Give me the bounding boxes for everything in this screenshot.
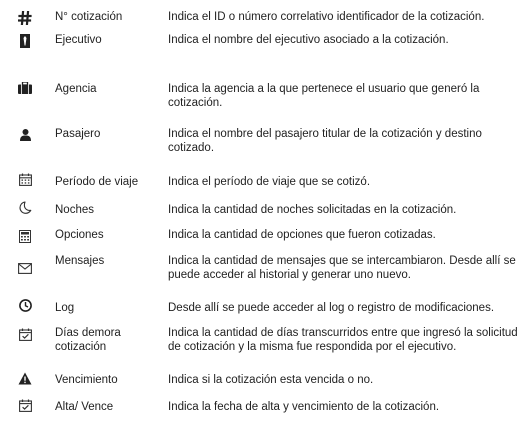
row-label: Vencimiento (55, 374, 118, 386)
row-label: Log (55, 302, 75, 314)
moon-icon (16, 199, 34, 215)
user-icon (16, 127, 34, 143)
executive-tie-icon (16, 33, 34, 49)
clock-icon (16, 297, 34, 313)
row-description: Indica el nombre del ejecutivo asociado a la cotización. (168, 34, 449, 46)
briefcase-icon (16, 80, 34, 96)
row-description: Indica la agencia a la que pertenece el usuario que generó la cotización. (168, 83, 480, 109)
row-description: Indica la cantidad de noches solicitadas en la cotización. (168, 204, 457, 216)
row-description: Indica la cantidad de opciones que fueron cotizadas. (168, 229, 436, 241)
hash-icon (16, 10, 34, 26)
row-label: Alta/ Vence (55, 401, 114, 413)
calculator-icon (16, 228, 34, 244)
row-label: Opciones (55, 229, 104, 241)
row-label: Agencia (55, 83, 97, 95)
warning-icon (16, 370, 34, 386)
row-description: Indica el período de viaje que se cotizó. (168, 176, 371, 188)
calendar-check-icon (16, 326, 34, 342)
row-description: Indica la cantidad de mensajes que se intercambiaron. Desde allí se puede acceder al historial y generar uno nuevo. (168, 255, 516, 281)
row-description: Indica la cantidad de días transcurridos entre que ingresó la solicitud de cotización y la misma fue respondida por el ejecutivo. (168, 327, 518, 353)
row-label: Días demora cotización (55, 327, 121, 353)
calendar-check-icon (16, 397, 34, 413)
row-description: Indica la fecha de alta y vencimiento de la cotización. (168, 401, 440, 413)
calendar-icon (16, 171, 34, 187)
row-description: Indica si la cotización esta vencida o no. (168, 374, 374, 386)
row-label: Noches (55, 204, 94, 216)
row-label: N° cotización (55, 11, 123, 23)
envelope-icon (16, 260, 34, 276)
row-label: Período de viaje (55, 176, 139, 188)
row-description: Desde allí se puede acceder al log o registro de modificaciones. (168, 302, 495, 314)
row-label: Ejecutivo (55, 34, 102, 46)
row-description: Indica el ID o número correlativo identificador de la cotización. (168, 11, 485, 23)
row-label: Pasajero (55, 128, 101, 140)
row-label: Mensajes (55, 255, 105, 267)
row-description: Indica el nombre del pasajero titular de la cotización y destino cotizado. (168, 128, 482, 154)
